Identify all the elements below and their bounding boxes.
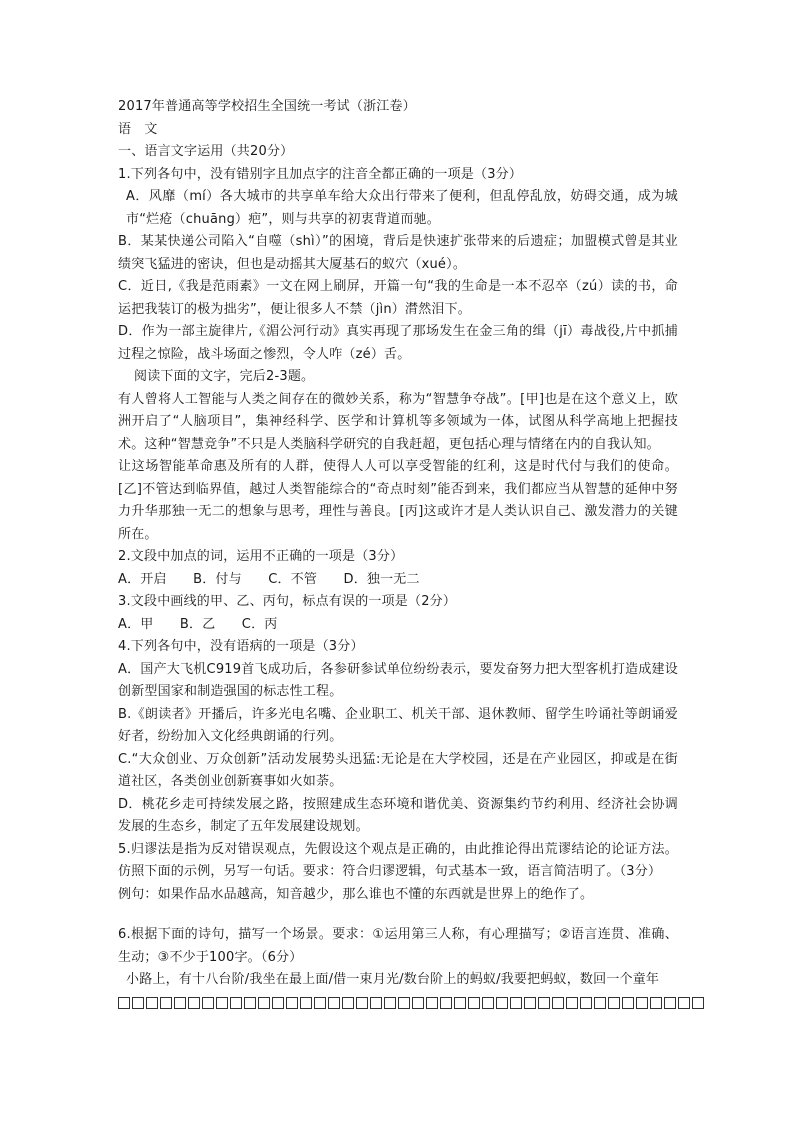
q2-options: A．开启 B．付与 C．不管 D．独一无二 bbox=[118, 571, 420, 587]
reading-paragraph-1: 有人曾将人工智能与人类之间存在的微妙关系，称为“智慧争夺战”。[甲]也是在这个意义上，欧洲开启了“人脑项目”，集神经科学、医学和计算机等多领域为一体，试图从科学高地上把握技术。这种“智慧竞争”不只是人类脑科学研究的自我赶超，更包括心理与情绪在内的自我认知。 bbox=[118, 391, 678, 452]
section-heading: 一、语言文字运用（共20分） bbox=[118, 144, 294, 159]
answer-box bbox=[636, 997, 648, 1009]
spacer bbox=[118, 906, 678, 924]
answer-box bbox=[384, 997, 396, 1009]
q4-option-a: A．国产大飞机C919首飞成功后，各参研参试单位纷纷表示，要发奋努力把大型客机打造成建设创新型国家和制造强国的标志性工程。 bbox=[118, 661, 678, 699]
answer-box bbox=[650, 997, 662, 1009]
answer-box bbox=[622, 997, 634, 1009]
answer-box bbox=[370, 997, 382, 1009]
answer-box bbox=[258, 997, 270, 1009]
answer-box bbox=[398, 997, 410, 1009]
q5-example: 例句：如果作品水品越高，知音越少，那么谁也不懂的东西就是世界上的绝作了。 bbox=[118, 886, 594, 902]
answer-box bbox=[160, 997, 172, 1009]
q3-stem: 3.文段中画线的甲、乙、丙句，标点有误的一项是（2分） bbox=[118, 594, 457, 609]
reading-intro: 阅读下面的文字，完后2-3题。 bbox=[134, 369, 315, 384]
q1-option-c: C．近日,《我是范雨素》一文在网上刷屏，开篇一句“我的生命是一本不忍卒（zú）读的书，命运把我装订的极为拙劣”，便让很多人不禁（jìn）潸然泪下。 bbox=[118, 279, 678, 317]
answer-box bbox=[328, 997, 340, 1009]
answer-box bbox=[664, 997, 676, 1009]
answer-box bbox=[300, 997, 312, 1009]
answer-box bbox=[566, 997, 578, 1009]
answer-box bbox=[524, 997, 536, 1009]
answer-box bbox=[468, 997, 480, 1009]
answer-box bbox=[482, 997, 494, 1009]
answer-box bbox=[356, 997, 368, 1009]
answer-box bbox=[342, 997, 354, 1009]
answer-box bbox=[188, 997, 200, 1009]
q1-stem: 1.下列各句中，没有错别字且加点字的注音全都正确的一项是（3分） bbox=[118, 166, 523, 182]
answer-box bbox=[510, 997, 522, 1009]
q4-option-b: B.《朗读者》开播后，许多光电名嘴、企业职工、机关干部、退休教师、留学生吟诵社等朗诵爱好者，纷纷加入文化经典朗诵的行列。 bbox=[118, 706, 678, 744]
answer-box bbox=[608, 997, 620, 1009]
answer-box bbox=[272, 997, 284, 1009]
q3-options: A．甲 B．乙 C．丙 bbox=[118, 616, 278, 632]
q5-stem: 5.归谬法是指为反对错误观点，先假设这个观点是正确的，由此推论得出荒谬结论的论证方法。仿照下面的示例，另写一句话。要求：符合归谬逻辑，句式基本一致，语言简洁明了。（3分） bbox=[118, 841, 678, 879]
q4-option-c: C.“大众创业、万众创新”活动发展势头迅猛:无论是在大学校园，还是在产业园区，抑或是在街道社区，各类创业创新赛事如火如荼。 bbox=[118, 751, 678, 789]
reading-paragraph-2: 让这场智能革命惠及所有的人群，使得人人可以享受智能的红利，这是时代付与我们的使命。[乙]不管达到临界值，越过人类智能综合的“奇点时刻”能否到来，我们都应当从智慧的延伸中努力升华那独一无二的想象与思考，理性与善良。[丙]这或许才是人类认识自己、激发潜力的关键所在。 bbox=[118, 459, 678, 542]
answer-box bbox=[552, 997, 564, 1009]
answer-box bbox=[440, 997, 452, 1009]
answer-box bbox=[678, 997, 690, 1009]
q6-stem: 6.根据下面的诗句，描写一个场景。要求：①运用第三人称，有心理描写；②语言连贯、准确、生动；③不少于100字。（6分） bbox=[118, 927, 678, 965]
q2-stem: 2.文段中加点的词，运用不正确的一项是（3分） bbox=[118, 549, 404, 564]
q1-option-b: B．某某快递公司陷入“自噬（shì）”的困境，背后是快速扩张带来的后遗症；加盟模式曾是其业绩突飞猛进的密诀，但也是动摇其大厦基石的蚁穴（xué）。 bbox=[118, 234, 678, 272]
answer-box bbox=[146, 997, 158, 1009]
exam-page bbox=[118, 96, 678, 1014]
q4-option-d: D．桃花乡走可持续发展之路，按照建成生态环境和谐优美、资源集约节约利用、经济社会协调发展的生态乡，制定了五年发展建设规划。 bbox=[118, 796, 678, 834]
q4-stem: 4.下列各句中，没有语病的一项是（3分） bbox=[118, 639, 364, 654]
answer-box-row bbox=[118, 992, 678, 1015]
answer-box bbox=[692, 997, 704, 1009]
answer-box bbox=[118, 997, 130, 1009]
answer-box bbox=[314, 997, 326, 1009]
answer-box bbox=[496, 997, 508, 1009]
answer-box bbox=[132, 997, 144, 1009]
subject-label: 语 文 bbox=[118, 121, 158, 137]
answer-box bbox=[202, 997, 214, 1009]
answer-box bbox=[538, 997, 550, 1009]
exam-title: 2017年普通高等学校招生全国统一考试（浙江卷） bbox=[118, 99, 416, 114]
answer-box bbox=[216, 997, 228, 1009]
answer-box bbox=[286, 997, 298, 1009]
answer-box bbox=[580, 997, 592, 1009]
answer-box bbox=[454, 997, 466, 1009]
answer-box bbox=[412, 997, 424, 1009]
answer-box bbox=[230, 997, 242, 1009]
answer-box bbox=[594, 997, 606, 1009]
answer-box bbox=[174, 997, 186, 1009]
answer-box bbox=[426, 997, 438, 1009]
q1-option-a: A．风靡（mí）各大城市的共享单车给大众出行带来了便利，但乱停乱放，妨碍交通，成为城市“烂疮（chuāng）疤”，则与共享的初衷背道而驰。 bbox=[126, 189, 678, 227]
q1-option-d: D．作为一部主旋律片,《湄公河行动》真实再现了那场发生在金三角的缉（jī）毒战役,片中抓捕过程之惊险，战斗场面之惨烈，令人咋（zé）舌。 bbox=[118, 324, 678, 362]
q6-poem: 小路上，有十八台阶/我坐在最上面/借一束月光/数台阶上的蚂蚁/我要把蚂蚁，数回一个童年 bbox=[126, 972, 660, 987]
answer-box bbox=[244, 997, 256, 1009]
